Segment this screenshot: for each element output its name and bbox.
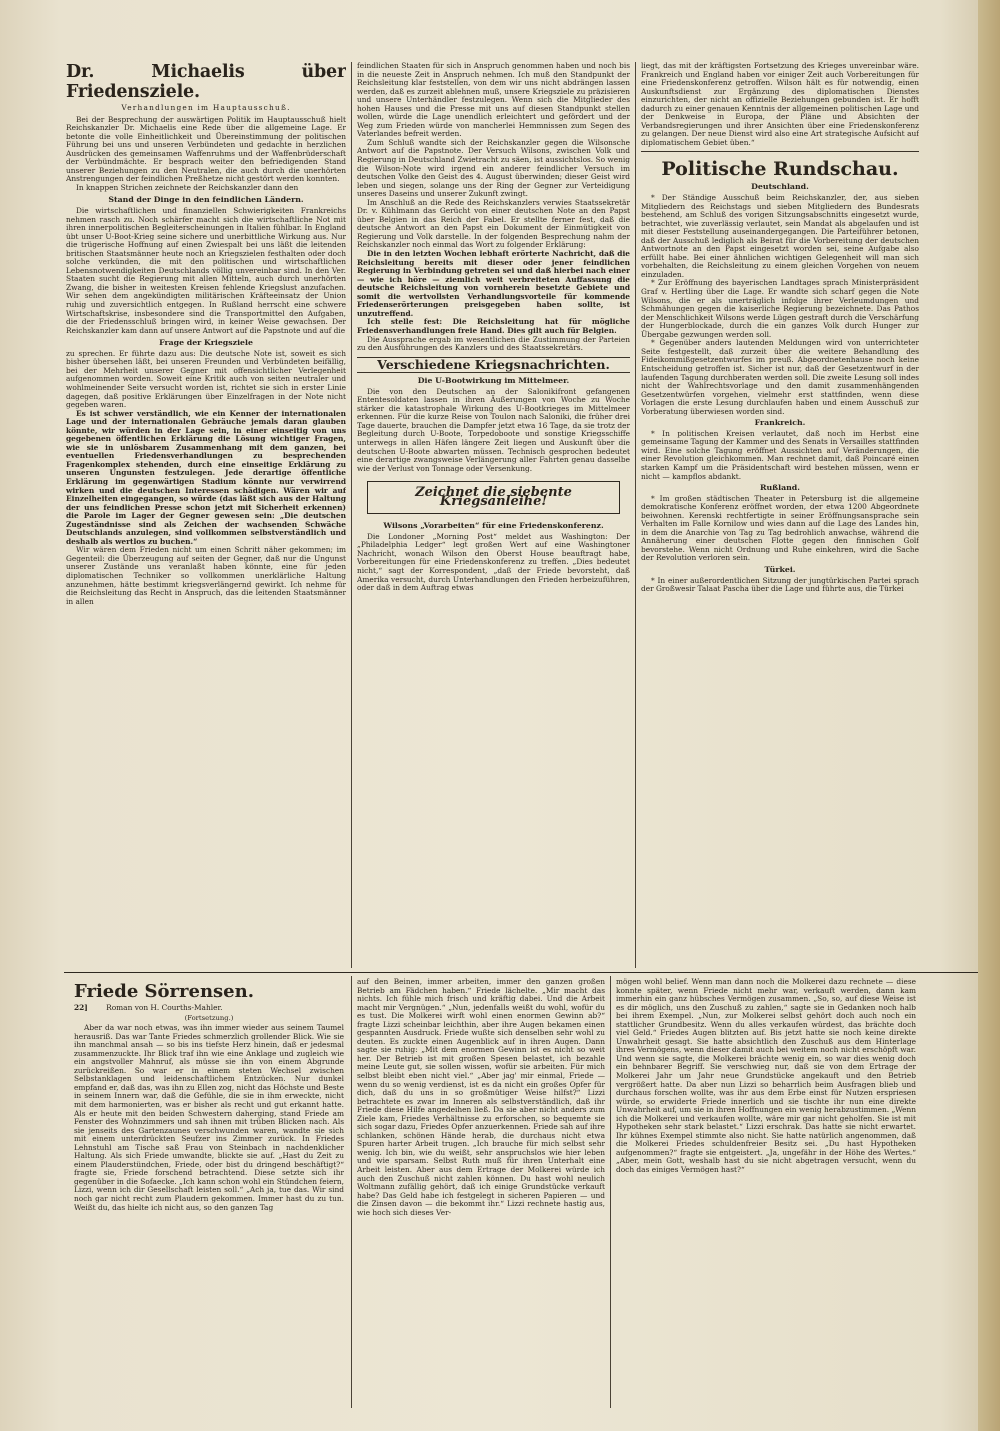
paragraph: In knappen Strichen zeichnete der Reichskanzler dann den — [76, 182, 299, 192]
column-1 — [66, 62, 346, 968]
country-heading: Frankreich. — [754, 418, 806, 428]
paragraph: Im Anschluß an die Rede des Reichskanzlers verwies Staatssekretär Dr. v. Kühlmann das Gerücht von einer deutschen Note an den Papst über Belgien in das Reich der Fabel. Er stellte ferner fest, daß die deutsche Antwort an den Papst ein Dokument der Einmütigkeit von Regierung und Volk darstelle. In der folgenden Besprechung nahm der Reichskanzler noch einmal das Wort zu folgender Erklärung: — [357, 197, 630, 250]
section-headline: Verschiedene Kriegsnachrichten. — [357, 357, 630, 374]
country-heading: Deutschland. — [751, 182, 809, 192]
paragraph: feindlichen Staaten für sich in Anspruch genommen haben und noch bis in die neueste Zeit in Anspruch nehmen. Ich muß den Standpunkt der Reichsleitung klar feststellen, von dem wir uns nicht abdrängen lassen werden, daß es zurzeit ablehnen muß, unsere Kriegsziele zu präzisieren und unsere Unterhändler festzulegen. Wenn sich die Mitglieder des hohen Hauses und die Presse mit uns auf diesen Standpunkt stellen wollen, würde die Lage unendlich erleichtert und gefördert und der Weg zum Frieden würde von mancherlei Hemmnissen zum Segen des Vaterlandes befreit werden. — [357, 62, 630, 139]
paragraph: Bei der Besprechung der auswärtigen Politik im Hauptausschuß hielt Reichskanzler Dr. Michaelis eine Rede über die allgemeine Lage. Er betonte die volle Einheitlichkeit und Übereinstimmung der politischen Führung bei uns und unseren Verbündeten und gedachte in herzlichen Ausdrücken des gemeinsamen Waffenruhms und der Waffenbrüderschaft der Verbündmächte. Er besprach weiter den befriedigenden Stand unserer Beziehungen zu den Neutralen, die auch durch die unerhörten Anstrengungen der feindlichen Preßhetze nicht gestört werden konnten. — [66, 114, 346, 184]
paragraph: Die Londoner „Morning Post“ meldet aus Washington: Der „Philadelphia Ledger“ legt großen Wert auf eine Washingtoner Nachricht, wonach Wilson den Oberst House beauftragt habe, Vorbereitungen für eine Friedenskonferenz zu treffen. „Dies bedeutet nicht,“ sagt der Korrespondent, „daß der Friede bevorsteht, daß Amerika versucht, durch Unterhandlungen den Frieden herbeizuführen, oder daß in dem Auftrag etwas — [357, 531, 630, 593]
paragraph: liegt, das mit der kräftigsten Fortsetzung des Krieges unvereinbar wäre. Frankreich und England haben vor einiger Zeit auch Vorbereitungen für eine Friedenskonferenz getroffen. Wilson hält es für notwendig, einen Auskunftsdienst zur Ergänzung des diplomatischen Dienstes einzurichten, der nicht an offizielle Beziehungen gebunden ist. Er hofft dadurch zu einer genauen Kenntnis der allgemeinen politischen Lage und der Denkweise in Europa, der Pläne und Absichten der Verbandsregierungen und ihrer Ansichten über eine Friedenskonferenz zu gelangen. Der neue Dienst wird also eine Art strategische Aufsicht auf diplomatischem Gebiet üben.“ — [641, 62, 919, 147]
paragraph: Aber da war noch etwas, was ihn immer wieder aus seinem Taumel herausriß. Das war Tante Friedes schmerzlich grollender Blick. Wie sie ihn manchmal ansah — so bis ins tiefste Herz hinein, daß er jedesmal zusammenzuckte. Ihr Blick traf ihn wie eine Anklage und zugleich wie ein angstvoller Mahnruf, als müsse sie ihn von einem Abgrunde zurückreißen. So war er in einem steten Wechsel zwischen Selbstanklagen und leidenschaftlichem Entzücken. Nur dunkel empfand er, daß das, was ihn zu Ellen zog, nicht das Höchste und Beste in seinem Innern war, daß die Gefühle, die sie in ihm erweckte, nicht mit dem harmonierten, was er bisher als recht und gut erkannt hatte. Als er heute mit den beiden Schwestern daherging, stand Friede am Fenster des Wohnzimmers und sah ihnen mit trüben Blicken nach. Als sie jenseits des Gartenzaunes verschwunden waren, wandte sie sich mit einem unterdrückten Seufzer ins Zimmer zurück. In Friedes Lehnstuhl am Tische saß Frau von Steinbach in nachdenklicher Haltung. Als sich Friede umwandte, blickte sie auf. „Hast du Zeit zu einem Plauderstündchen, Friede, oder bist du dringend beschäftigt?“ fragte sie, Friede forschend betrachtend. Diese setzte sich ihr gegenüber in die Sofaecke. „Ich kann schon wohl ein Stündchen feiern, Lizzi, wenn ich dir Gesellschaft leisten soll.“ „Ach ja, tue das. Wir sind noch gar nicht recht zum Plaudern gekommen. Immer hast du zu tun. Weißt du, das hielte ich nicht aus, so den ganzen Tag — [74, 1023, 344, 1212]
paragraph: * Der Ständige Ausschuß beim Reichskanzler, der, aus sieben Mitgliedern des Reichstags und sieben Mitgliedern des Bundesrats bestehend, am Schluß des vorigen Sitzungsabschnitts eingesetzt wurde, betrachtet, wie zuverlässig verlautet, sein Mandat als abgelaufen und ist mit dieser Feststellung auseinandergegangen. Die Parteiführer betonen, daß der Ausschuß lediglich als Beirat für die Vorbereitung der deutschen Antwortnote an den Papst eingesetzt worden sei, seine Aufgabe also erfüllt habe. Bei einer ähnlichen wichtigen Gelegenheit will man sich vorbehalten, die Reichsleitung zu einem gleichen Vorgehen von neuem einzuladen. — [641, 193, 919, 279]
bold-paragraph: Die in den letzten Wochen lebhaft erörterte Nachricht, daß die Reichsleitung bereits mit dieser oder jener feindlichen Regierung in Verbindung getreten sei und daß hierbei nach einer — wie ich höre — ziemlich weit verbreiteten Auffassung die deutsche Reichsleitung von vornherein besetzte Gebiete und somit die wertvollsten Verhandlungsvorteile für kommende Friedenserörterungen preisgegeben haben sollte, ist unzutreffend. — [357, 249, 630, 318]
column-rule — [351, 62, 352, 968]
column-rule — [610, 976, 611, 1408]
novel-title: Friede Sörrensen. — [74, 981, 254, 1002]
section-heading: Frage der Kriegsziele — [159, 338, 253, 348]
paragraph: * Gegenüber anders lautenden Meldungen wird von unterrichteter Seite festgestellt, daß zurzeit über die weitere Behandlung des Fideikommißgesetzentwurfes im preuß. Abgeordnetenhause noch keine Entscheidung getroffen ist. Sicher ist nur, daß der Gesetzentwurf in der laufenden Tagung durchberaten werden soll. Die zweite Lesung soll indes nicht der Wahlrechtsvorlage und den damit zusammenhängenden Gesetzentwürfen vorgehen, vielmehr erst stattfinden, wenn diese Vorlagen die erste Lesung durchlaufen haben und einem Ausschuß zur Vorberatung überwiesen worden sind. — [641, 338, 919, 416]
divider — [641, 151, 919, 152]
country-heading: Türkei. — [764, 564, 796, 574]
paragraph: * Zur Eröffnung des bayerischen Landtages sprach Ministerpräsident Graf v. Hertling über die Lage. Er wandte sich scharf gegen die Note Wilsons, die er als unerträglich infolge ihrer Verleumdungen und Schmähungen gegen die kaiserliche Regierung bezeichnete. Das Pathos der Menschlichkeit Wilsons werde Lügen gestraft durch die Verschärfung der Hungerblockade, durch die ein ganzes Volk durch Hunger zur Übergabe gezwungen werden soll. — [641, 278, 919, 339]
column-rule — [635, 62, 636, 968]
section-heading: Wilsons „Vorarbeiten“ für eine Friedenskonferenz. — [383, 521, 604, 531]
feuilleton-rule — [64, 972, 978, 973]
novel-author: Roman von H. Courths-Mahler. — [106, 1003, 223, 1012]
novel-column-2 — [357, 978, 605, 1408]
article-headline: Dr. Michaelis über Friedensziele. — [66, 62, 346, 102]
paragraph: Die Aussprache ergab im wesentlichen die Zustimmung der Parteien zu den Ausführungen des Kanzlers und des Staatssekretärs. — [357, 334, 630, 353]
paragraph: Wir wären dem Frieden nicht um einen Schritt näher gekommen; im Gegenteil: die Überzeugung auf seiten der Gegner, daß nur die Ungunst unserer Zustände uns veranlaßt haben könnte, eine für jeden diplomatischen Techniker so vollkommen unerklärliche Haltung anzunehmen, hätte bestimmt kriegsverlängernd gewirkt. Ich nehme für die Reichsleitung das Recht in Anspruch, das die leitenden Staatsmänner in allen — [66, 545, 346, 606]
paragraph: * Im großen städtischen Theater in Petersburg ist die allgemeine demokratische Konferenz eröffnet worden, der etwa 1200 Abgeordnete beiwohnen. Kerenski rechtfertigte in seiner Eröffnungsansprache sein Verhalten im Falle Kornilow und wies dann auf die Lage des Landes hin, in dem die Anarchie von Tag zu Tag bedrohlich anwachse, während die Annäherung einer deutschen Flotte gegen den finnischen Golf bevorstehe. Wenn nicht Ordnung und Ruhe einkehren, wird die Sache der Revolution verloren sein. — [641, 493, 919, 563]
paragraph: auf den Beinen, immer arbeiten, immer den ganzen großen Betrieb am Fädchen haben.“ Friede lächelte. „Mir macht das nichts. Ich fühle mich frisch und kräftig dabei. Und die Arbeit macht mir Vergnügen.“ „Nun, jedenfalls weißt du wohl, wofür du es tust. Die Molkerei wirft wohl einen enormen Gewinn ab?“ fragte Lizzi scheinbar leichthin, aber ihre Augen bekamen einen gespannten Ausdruck. Friede wußte sich denselben sehr wohl zu deuten. Es zuckte einen Augenblick auf in ihren Augen. Dann sagte sie ruhig: „Mit dem enormen Gewinn ist es nicht so weit her. Der Betrieb ist mit großen Spesen belastet, ich bezahle meine Leute gut, sie sollen wissen, wofür sie arbeiten. Für mich selbst bleibt eben nicht viel.“ „Aber jag' mir einmal, Friede — wenn du so wenig verdienst, ist es da nicht ein großes Opfer für dich, daß du uns in so großmütiger Weise hilfst?“ Lizzi betrachtete es zwar im Inneren als selbstverständlich, daß ihr Friede diese Hilfe angedeihen ließ. Da sie aber nicht anders zum Ziele kam, Friedes Verhältnisse zu erforschen, so bequemte sie sich sogar dazu, Friedes Opfer anzuerkennen. Friede sah auf ihre schlanken, schönen Hände herab, die durchaus nicht etwa Spuren harter Arbeit trugen. „Ich brauche für mich selbst sehr wenig. Ich bin, wie du weißt, sehr anspruchslos wie hier leben und wie sparsam. Selbst Ruth muß für ihren Unterhalt eine Arbeit leisten. Aber aus dem Ertrage der Molkerei würde ich auch den Zuschuß nicht zahlen können. Du hast wohl neulich Woltmann zufällig gehört, daß ich einige Grundstücke verkauft habe? Das Geld habe ich festgelegt in sicheren Papieren — und die Zinsen davon — die bekommt ihr.“ Lizzi rechnete hastig aus, wie hoch sich dieses Ver- — [357, 978, 605, 1217]
section-heading: Stand der Dinge in den feindlichen Ländern. — [108, 195, 304, 205]
war-loan-notice: Zeichnet die siebente Kriegsanleihe! — [367, 481, 620, 514]
paragraph: Die wirtschaftlichen und finanziellen Schwierigkeiten Frankreichs nehmen rasch zu. Noch schärfer macht sich die wirtschaftliche Not mit ihren innerpolitischen Begleiterscheinungen in Italien fühlbar. In England übt unser U-Boot-Krieg seine sichere und unerbittliche Wirkung aus. Nur die trügerische Hoffnung auf einen Zwiespalt bei uns läßt die leitenden britischen Staatsmänner heute noch an Kriegszielen festhalten oder doch solche verkünden, die mit den politischen und wirtschaftlichen Lebensnotwendigkeiten Deutschlands völlig unvereinbar sind. In den Ver. Staaten sucht die Regierung mit allen Mitteln, auch durch unerhörten Zwang, die bisher in weitesten Kreisen fehlende Kriegslust anzufachen. Wir sehen dem angekündigten militärischen Kräfteeinsatz der Union ruhig und zuversichtlich entgegen. In Rußland herrscht eine schwere Wirtschaftskrise, insbesondere sind die Transportmittel den Aufgaben, die der Friedensschluß bringen wird, in keiner Weise gewachsen. Der Reichskanzler kam dann auf unsere Antwort auf die Papstnote und auf die — [66, 206, 346, 335]
bold-paragraph: Ich stelle fest: Die Reichsleitung hat für mögliche Friedensverhandlungen freie Hand. Dies gilt auch für Belgien. — [357, 317, 630, 335]
section-title: Politische Rundschau. — [661, 158, 899, 181]
installment-number: 22] — [74, 1003, 88, 1012]
column-3 — [641, 62, 919, 968]
paragraph: Zum Schluß wandte sich der Reichskanzler gegen die Wilsonsche Antwort auf die Papstnote. Der Versuch Wilsons, zwischen Volk und Regierung in Deutschland Zwietracht zu säen, ist aussichtslos. So wenig die Wilson-Note wird irgend ein anderer feindlicher Versuch im deutschen Volke den Geist des 4. August überwinden; dieser Geist wird leben und siegen, solange uns der Ring der Gegner zur Verteidigung unseres Daseins und unserer Zukunft zwingt. — [357, 137, 630, 199]
section-subhead: Die U-Bootwirkung im Mittelmeer. — [417, 376, 570, 386]
country-heading: Rußland. — [760, 483, 800, 493]
paragraph: * In einer außerordentlichen Sitzung der jungtürkischen Partei sprach der Großwesir Talaat Pascha über die Lage und führte aus, die Türkei — [641, 575, 919, 594]
column-rule — [351, 976, 352, 1408]
column-2 — [357, 62, 630, 968]
paragraph: zu sprechen. Er führte dazu aus: Die deutsche Note ist, soweit es sich bisher übersehen läßt, bei unseren Freunden und Verbündeten beifällig, bei der Mehrheit unserer Gegner mit offensichtlicher Verlegenheit aufgenommen worden. Soweit eine Kritik auch von seiten neutraler und wohlmeinender Seite versucht worden ist, richtet sie sich in erster Linie dagegen, daß positive Erklärungen über Einzelfragen in der Note nicht gegeben waren. — [66, 348, 346, 410]
continuation-note: (Fortsetzung.) — [184, 1013, 234, 1022]
paragraph: * In politischen Kreisen verlautet, daß noch im Herbst eine gemeinsame Tagung der Kammer und des Senats in Versailles stattfinden wird. Eine solche Tagung eröffnet Aussichten auf Veränderungen, die einer Revolution gleichkommen. Man rechnet damit, daß Poincaré einen starken Kampf um die Präsidentschaft wird bestehen müssen, wenn er nicht — kampflos abdankt. — [641, 428, 919, 481]
article-subhead: Verhandlungen im Hauptausschuß. — [121, 103, 291, 112]
paragraph: Die von den Deutschen an der Salonikifront gefangenen Ententesoldaten lassen in ihren Äußerungen von Woche zu Woche stärker die katastrophale Wirkung des U-Bootkrieges im Mittelmeer erkennen. Für die kurze Reise von Toulon nach Saloniki, die früher drei Tage dauerte, brauchen die Dampfer jetzt etwa 16 Tage, da sie trotz der Begleitung durch U-Boote, Torpedoboote und sonstige Kriegsschiffe unterwegs in allen Häfen längere Zeit liegen und Auskunft über die deutschen U-Boote abwarten müssen. Technisch gesprochen bedeutet eine derartige zwangsweise Verlängerung aller Fahrten genau dasselbe wie der Verlust von Tonnage oder Versenkung. — [357, 386, 630, 473]
bold-paragraph: Es ist schwer verständlich, wie ein Kenner der internationalen Lage und der internationalen Gebräuche jemals daran glauben könnte, wir würden in der Lage sein, in einer einseitig von uns gegebenen öffentlichen Erklärung die Lösung wichtiger Fragen, wie sie in unlösbarem Zusammenhang mit dem ganzen, bei eventuellen Friedensverhandlungen zu besprechenden Fragenkomplex stehenden, durch eine einseitige Erklärung zu unseren Ungunsten festzulegen. Jede derartige öffentliche Erklärung im gegenwärtigen Stadium könnte nur verwirrend wirken und die deutschen Interessen schädigen. Wären wir auf Einzelheiten eingegangen, so würde (das läßt sich aus der Haltung der uns feindlichen Presse schon jetzt mit Sicherheit erkennen) die Parole im Lager der Gegner gewesen sein: „Die deutschen Zugeständnisse sind als Zeichen der wachsenden Schwäche Deutschlands anzulegen, sind vollkommen selbstverständlich und deshalb als wertlos zu buchen.“ — [66, 408, 346, 546]
novel-byline — [74, 1004, 344, 1013]
paragraph: mögen wohl belief. Wenn man dann noch die Molkerei dazu rechnete — diese konnte später, wenn Friede nicht mehr war, verkauft werden, dann kam immerhin ein ganz hübsches Vermögen zusammen. „So, so, auf diese Weise ist es dir möglich, uns den Zuschuß zu zahlen,“ sagte sie in Gedanken noch halb bei ihrem Exempel. „Nun, zur Molkerei selbst gehört doch auch noch ein stattlicher Grundbesitz. Wenn du alles verkaufen würdest, das brächte doch viel Geld.“ Friedes Augen blitzten auf. Bis jetzt hatte sie noch keine direkte Unwahrheit gesagt. Sie hatte absichtlich den Zuschuß aus dem Hinterlage ihres Vermögens, wenn dieser damit auch bei weitem noch nicht erschöpft war. Und wenn sie sagte, die Molkerei brächte wenig ein, so war dies wenig doch ein behnbarer Begriff. Sie verschwieg nur, daß sie von dem Ertrage der Molkerei Jahr um Jahr neue Grundstücke angekauft und den Betrieb vergrößert hatte. Da aber nun Lizzi so beharrlich beim Ausfragen blieb und durchaus forschen wollte, was ihr aus dem Erbe einst für Nutzen erspriesen würde, so erwiderte Friede innerlich und sie tischte ihr nun eine direkte Unwahrheit auf, um sie in ihren Hoffnungen ein wenig herabzustimmen. „Wenn ich die Molkerei und verkaufen wollte, wäre mir gar nicht geholfen. Sie ist mit Hypotheken sehr stark belastet.“ Lizzi erschrak. Das hatte sie nicht erwartet. Ihr kühnes Exempel stimmte also nicht. Sie hatte natürlich angenommen, daß die Molkerei Friedes schuldenfreier Besitz sei. „Du hast Hypotheken aufgenommen?“ fragte sie entgeistert. „Ja, ungefähr in der Höhe des Wertes.“ „Aber, mein Gott, weshalb hast du sie nicht abgetragen versucht, wenn du doch das einiges Vermögen hast?“ — [616, 978, 916, 1175]
page-edge — [978, 0, 1000, 1431]
novel-column-3 — [616, 978, 916, 1408]
novel-column-1 — [74, 978, 344, 1408]
